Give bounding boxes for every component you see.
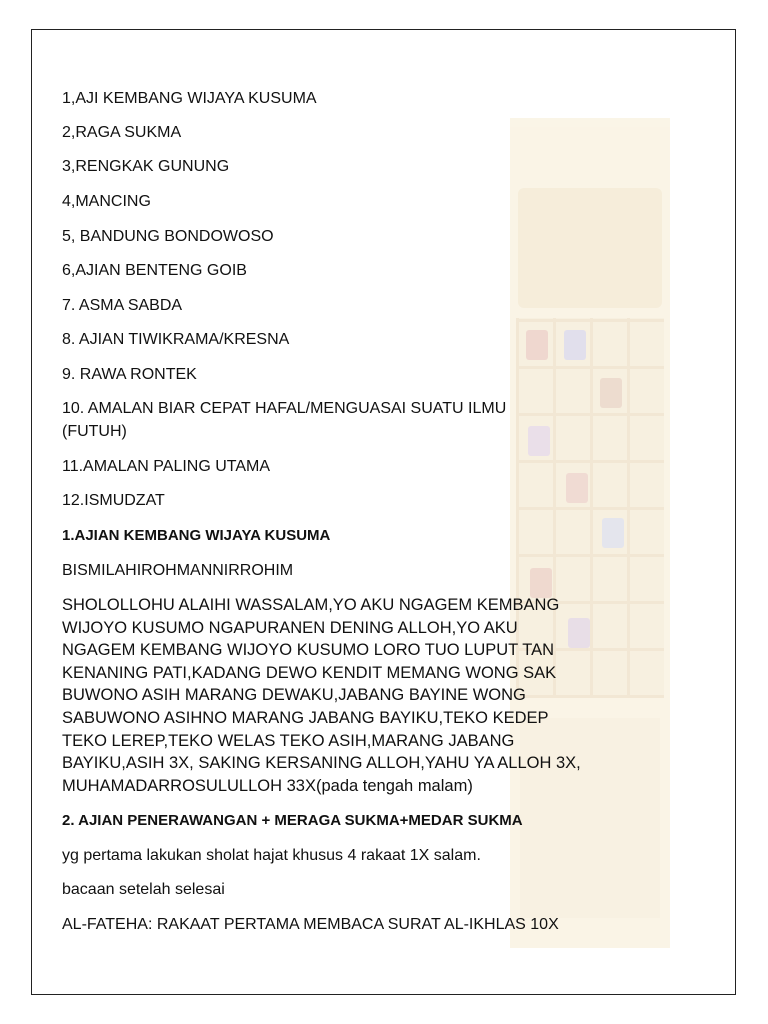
toc-item: 8. AJIAN TIWIKRAMA/KRESNA (62, 331, 290, 348)
section-heading: 2. AJIAN PENERAWANGAN + MERAGA SUKMA+MEDAR SUKMA (62, 812, 523, 829)
paragraph-line: NGAGEM KEMBANG WIJOYO KUSUMO LORO TUO LUPUT TAN (62, 641, 555, 660)
paragraph-line: BUWONO ASIH MARANG DEWAKU,JABANG BAYINE WONG (62, 686, 526, 705)
watermark-illustration (510, 118, 670, 948)
toc-item: 5, BANDUNG BONDOWOSO (62, 228, 274, 245)
toc-item: 11.AMALAN PALING UTAMA (62, 458, 271, 475)
instruction-text: bacaan setelah selesai (62, 881, 225, 898)
paragraph-line: KENANING PATI,KADANG DEWO KENDIT MEMANG WONG SAK (62, 663, 557, 682)
mantra-paragraph (62, 594, 581, 797)
toc-item: 10. AMALAN BIAR CEPAT HAFAL/MENGUASAI SUATU ILMU (62, 400, 507, 417)
section-heading: 1.AJIAN KEMBANG WIJAYA KUSUMA (62, 527, 331, 544)
toc-item: 4,MANCING (62, 193, 151, 210)
toc-item: 3,RENGKAK GUNUNG (62, 158, 230, 175)
paragraph-line: SHOLOLLOHU ALAIHI WASSALAM,YO AKU NGAGEM KEMBANG (62, 596, 560, 614)
toc-item: 6,AJIAN BENTENG GOIB (62, 262, 247, 279)
instruction-text: AL-FATEHA: RAKAAT PERTAMA MEMBACA SURAT AL-IKHLAS 10X (62, 916, 559, 933)
invocation-text: BISMILAHIROHMANNIRROHIM (62, 562, 294, 579)
watermark-calligraphy-panel (518, 188, 662, 308)
paragraph-line: WIJOYO KUSUMO NGAPURANEN DENING ALLOH,YO AKU (62, 618, 518, 637)
toc-item: 1,AJI KEMBANG WIJAYA KUSUMA (62, 90, 317, 107)
toc-item: (FUTUH) (62, 423, 127, 440)
paragraph-line: MUHAMADARROSULULLOH 33X(pada tengah malam) (62, 776, 473, 795)
toc-item: 9. RAWA RONTEK (62, 366, 197, 383)
toc-item: 2,RAGA SUKMA (62, 124, 182, 141)
instruction-text: yg pertama lakukan sholat hajat khusus 4 rakaat 1X salam. (62, 847, 481, 864)
paragraph-line: BAYIKU,ASIH 3X, SAKING KERSANING ALLOH,YAHU YA ALLOH 3X, (62, 754, 581, 773)
paragraph-line: SABUWONO ASIHNO MARANG JABANG BAYIKU,TEKO KEDEP (62, 708, 549, 727)
paragraph-line: TEKO LEREP,TEKO WELAS TEKO ASIH,MARANG JABANG (62, 731, 515, 750)
toc-item: 7. ASMA SABDA (62, 297, 183, 314)
toc-item: 12.ISMUDZAT (62, 492, 165, 509)
